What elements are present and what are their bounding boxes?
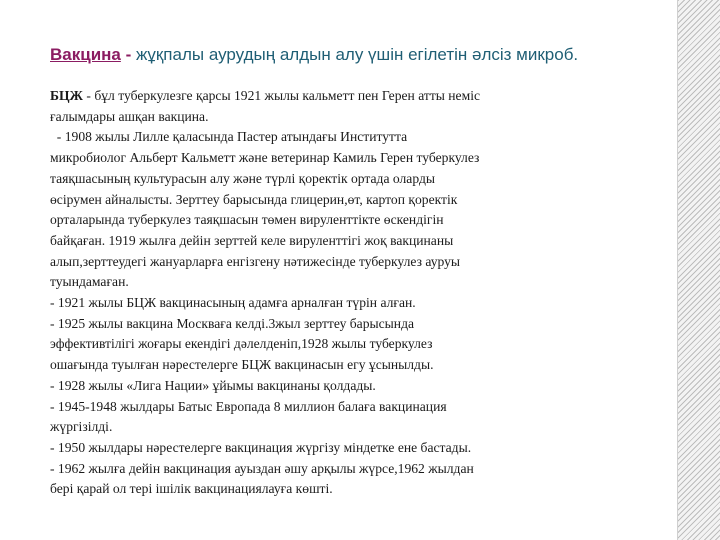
body-line: ошағында туылған нәрестелерге БЦЖ вакцинасын егу ұсынылды.: [50, 357, 434, 373]
body-line: - 1962 жылға дейін вакцинация ауыздан әшу арқылы жүрсе,1962 жылдан: [50, 460, 474, 476]
title-definition: жұқпалы аурудың алдын алу үшін егілетін әлсіз микроб.: [135, 45, 579, 64]
title-keyword: Вакцина: [50, 45, 121, 64]
body-line: - 1908 жылы Лилле қаласында Пастер атындағы Институтта: [50, 129, 408, 145]
body-line: орталарында туберкулез таяқшасын төмен вируленттікте өскендігін: [50, 212, 444, 228]
body-line: - 1921 жылы БЦЖ вакцинасының адамға арналған түрін алған.: [50, 295, 416, 311]
body-line: алып,зерттеудегі жануарларға енгізгену нәтижесінде туберкулез ауруы: [50, 253, 461, 269]
body-line: бері қарай ол тері ішілік вакцинациялауға көшті.: [50, 481, 333, 497]
body-line: - 1950 жылдары нәрестелерге вакцинация жүргізу міндетке ене бастады.: [50, 439, 472, 455]
body-line: [50, 86, 635, 107]
body-line: - 1925 жылы вакцина Москваға келді.3жыл зерттеу барысында: [50, 315, 415, 331]
body-line: жүргізілді.: [50, 419, 113, 435]
body-line: эффективтілігі жоғары екендігі дәлелденіп,1928 жылы туберкулез: [50, 336, 433, 352]
body-line: - 1945-1948 жылдары Батыс Европада 8 миллион балаға вакцинация: [50, 398, 447, 414]
body-line: микробиолог Альберт Кальметт және ветеринар Камиль Герен туберкулез: [50, 150, 480, 166]
body-line: байқаған. 1919 жылға дейін зерттей келе вируленттігі жоқ вакцинаны: [50, 232, 454, 248]
slide-title: [50, 44, 670, 66]
title-dash: -: [120, 45, 136, 64]
body-line: өсірумен айналысты. Зерттеу барысында глицерин,өт, картоп қоректік: [50, 191, 458, 207]
body-line: - 1928 жылы «Лига Нации» ұйымы вакцинаны қолдады.: [50, 377, 376, 393]
body-line: таяқшасының культурасын алу және түрлі қоректік ортада оларды: [50, 170, 436, 186]
body-text: [50, 86, 635, 500]
body-line-rest: - бұл туберкулезге қарсы 1921 жылы кальметт пен Герен атты неміс: [83, 88, 481, 103]
body-line: ғалымдары ашқан вакцина.: [50, 108, 209, 124]
body-line: туындамаған.: [50, 274, 129, 290]
body-lead: БЦЖ: [50, 88, 84, 103]
decorative-stripe: [678, 0, 720, 540]
